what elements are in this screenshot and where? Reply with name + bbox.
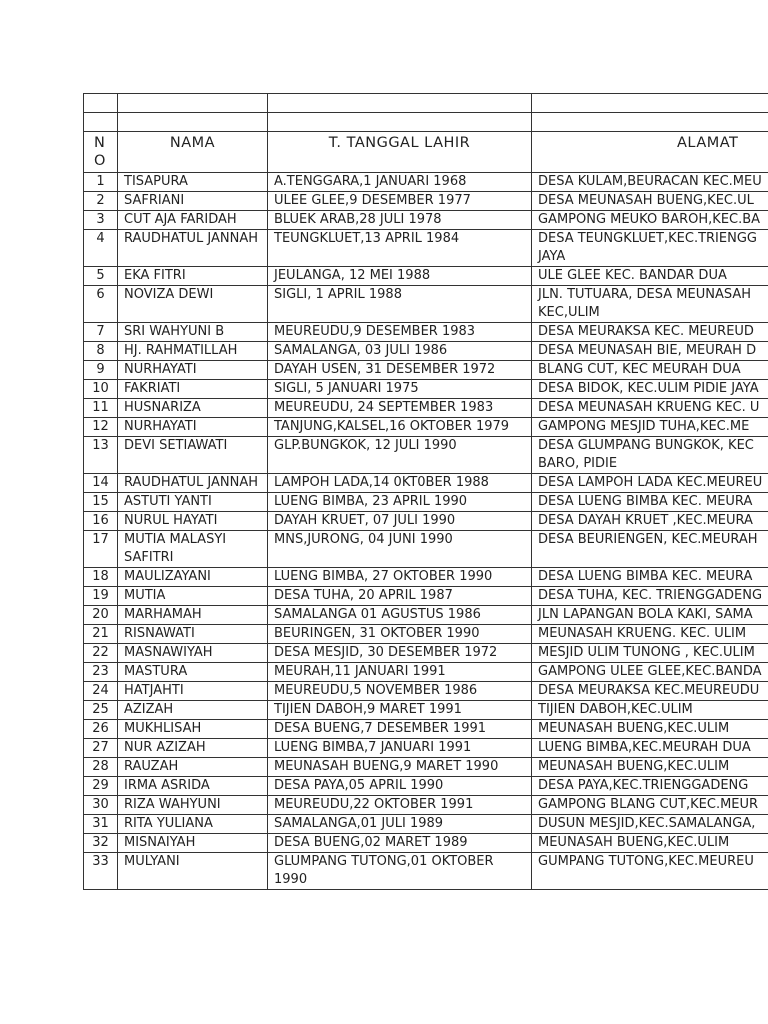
cell-nama: MUTIA (118, 587, 268, 606)
table-row (84, 173, 768, 192)
cell-alamat: TIJIEN DABOH,KEC.ULIM (532, 701, 768, 720)
cell-tanggal-lahir: SIGLI, 5 JANUARI 1975 (268, 380, 532, 399)
cell-alamat: MEUNASAH BUENG,KEC.ULIM (532, 720, 768, 739)
cell-nama: EKA FITRI (118, 267, 268, 286)
cell-tanggal-lahir: LAMPOH LADA,14 0KT0BER 1988 (268, 474, 532, 493)
cell-tanggal-lahir: TIJIEN DABOH,9 MARET 1991 (268, 701, 532, 720)
cell-nama: RISNAWATI (118, 625, 268, 644)
table-row (84, 606, 768, 625)
cell-no: 5 (84, 267, 118, 286)
cell-alamat-line: JAYA (538, 249, 566, 264)
table-row (84, 361, 768, 380)
cell-nama: NURHAYATI (118, 361, 268, 380)
cell-alamat-line: KEC,ULIM (538, 305, 600, 320)
cell-nama: HATJAHTI (118, 682, 268, 701)
table-row (84, 323, 768, 342)
cell-no: 31 (84, 815, 118, 834)
cell-alamat-line: DESA TEUNGKLUET,KEC.TRIENGG (538, 231, 757, 246)
cell-no: 27 (84, 739, 118, 758)
cell-no: 33 (84, 853, 118, 890)
cell-no: 11 (84, 399, 118, 418)
cell-alamat: DESA TUHA, KEC. TRIENGGADENG (532, 587, 768, 606)
table-row (84, 739, 768, 758)
blank-row (84, 94, 768, 113)
cell-alamat: MEUNASAH BUENG,KEC.ULIM (532, 834, 768, 853)
table-body (84, 173, 768, 890)
cell-alamat: MEUNASAH BUENG,KEC.ULIM (532, 758, 768, 777)
cell-nama: RIZA WAHYUNI (118, 796, 268, 815)
cell-nama: MULYANI (118, 853, 268, 890)
cell-tanggal-lahir: TEUNGKLUET,13 APRIL 1984 (268, 230, 532, 267)
cell-nama: MASTURA (118, 663, 268, 682)
cell-tanggal-lahir: MEUREUDU,5 NOVEMBER 1986 (268, 682, 532, 701)
cell-nama: SRI WAHYUNI B (118, 323, 268, 342)
cell-alamat: DESA LUENG BIMBA KEC. MEURA (532, 493, 768, 512)
blank-row (84, 113, 768, 132)
table-cell (532, 113, 768, 132)
cell-nama: HUSNARIZA (118, 399, 268, 418)
header-tanggal-lahir: T. TANGGAL LAHIR (268, 132, 532, 173)
cell-nama: NURHAYATI (118, 418, 268, 437)
table-row (84, 399, 768, 418)
table-cell (532, 94, 768, 113)
cell-alamat: GAMPONG BLANG CUT,KEC.MEUR (532, 796, 768, 815)
table-row (84, 796, 768, 815)
cell-alamat-line: DESA GLUMPANG BUNGKOK, KEC (538, 438, 754, 453)
header-row (84, 132, 768, 173)
cell-no: 29 (84, 777, 118, 796)
cell-no: 26 (84, 720, 118, 739)
table-row (84, 701, 768, 720)
cell-tanggal-lahir: SAMALANGA, 03 JULI 1986 (268, 342, 532, 361)
cell-nama: RAUDHATUL JANNAH (118, 474, 268, 493)
table-row (84, 682, 768, 701)
cell-alamat: GAMPONG MESJID TUHA,KEC.ME (532, 418, 768, 437)
cell-alamat (532, 437, 768, 474)
cell-nama: NOVIZA DEWI (118, 286, 268, 323)
cell-nama: FAKRIATI (118, 380, 268, 399)
cell-tanggal-lahir: MEUNASAH BUENG,9 MARET 1990 (268, 758, 532, 777)
cell-alamat: ULE GLEE KEC. BANDAR DUA (532, 267, 768, 286)
cell-no: 7 (84, 323, 118, 342)
cell-tanggal-lahir: DESA TUHA, 20 APRIL 1987 (268, 587, 532, 606)
cell-alamat-line: BARO, PIDIE (538, 456, 618, 471)
table-row (84, 418, 768, 437)
table-row (84, 853, 768, 890)
table-row (84, 230, 768, 267)
cell-alamat: DESA DAYAH KRUET ,KEC.MEURA (532, 512, 768, 531)
cell-tanggal-lahir: BLUEK ARAB,28 JULI 1978 (268, 211, 532, 230)
cell-tanggal-lahir: MEUREUDU,9 DESEMBER 1983 (268, 323, 532, 342)
cell-no: 32 (84, 834, 118, 853)
header-alamat: ALAMAT (532, 132, 768, 173)
cell-tanggal-lahir: MEURAH,11 JANUARI 1991 (268, 663, 532, 682)
cell-alamat: DESA MEUNASAH BUENG,KEC.UL (532, 192, 768, 211)
table-row (84, 286, 768, 323)
cell-alamat (532, 286, 768, 323)
cell-nama: SAFRIANI (118, 192, 268, 211)
cell-no: 10 (84, 380, 118, 399)
cell-alamat: JLN LAPANGAN BOLA KAKI, SAMA (532, 606, 768, 625)
cell-no: 30 (84, 796, 118, 815)
cell-no: 21 (84, 625, 118, 644)
cell-alamat: GAMPONG MEUKO BAROH,KEC.BA (532, 211, 768, 230)
table-row (84, 834, 768, 853)
cell-tanggal-lahir: BEURINGEN, 31 OKTOBER 1990 (268, 625, 532, 644)
table-cell (84, 113, 118, 132)
cell-no: 13 (84, 437, 118, 474)
cell-no: 4 (84, 230, 118, 267)
cell-tanggal-lahir: JEULANGA, 12 MEI 1988 (268, 267, 532, 286)
data-table (83, 93, 768, 890)
cell-no: 9 (84, 361, 118, 380)
cell-alamat: DESA KULAM,BEURACAN KEC.MEU (532, 173, 768, 192)
table-row (84, 815, 768, 834)
cell-alamat: DESA BIDOK, KEC.ULIM PIDIE JAYA (532, 380, 768, 399)
cell-alamat: MEUNASAH KRUENG. KEC. ULIM (532, 625, 768, 644)
cell-alamat-line: JLN. TUTUARA, DESA MEUNASAH (538, 287, 752, 302)
cell-alamat: GUMPANG TUTONG,KEC.MEUREU (532, 853, 768, 890)
table-row (84, 437, 768, 474)
cell-no: 18 (84, 568, 118, 587)
cell-nama: RAUDHATUL JANNAH (118, 230, 268, 267)
cell-no: 16 (84, 512, 118, 531)
cell-tanggal-lahir: LUENG BIMBA, 23 APRIL 1990 (268, 493, 532, 512)
cell-alamat: DUSUN MESJID,KEC.SAMALANGA, (532, 815, 768, 834)
table-cell (84, 94, 118, 113)
cell-no: 14 (84, 474, 118, 493)
cell-nama: MISNAIYAH (118, 834, 268, 853)
cell-alamat: DESA LAMPOH LADA KEC.MEUREU (532, 474, 768, 493)
table-row (84, 644, 768, 663)
table-cell (268, 94, 532, 113)
cell-alamat: DESA BEURIENGEN, KEC.MEURAH (532, 531, 768, 568)
cell-nama: RAUZAH (118, 758, 268, 777)
header-no: N O (84, 132, 118, 173)
cell-tanggal-lahir: DESA BUENG,7 DESEMBER 1991 (268, 720, 532, 739)
cell-tanggal-lahir: DESA PAYA,05 APRIL 1990 (268, 777, 532, 796)
table-cell (118, 94, 268, 113)
cell-alamat: DESA MEUNASAH BIE, MEURAH D (532, 342, 768, 361)
cell-tanggal-lahir: DESA MESJID, 30 DESEMBER 1972 (268, 644, 532, 663)
cell-no: 1 (84, 173, 118, 192)
cell-no: 19 (84, 587, 118, 606)
cell-tanggal-lahir: MNS,JURONG, 04 JUNI 1990 (268, 531, 532, 568)
cell-no: 2 (84, 192, 118, 211)
cell-alamat: BLANG CUT, KEC MEURAH DUA (532, 361, 768, 380)
cell-tanggal-lahir: SAMALANGA,01 JULI 1989 (268, 815, 532, 834)
cell-nama: CUT AJA FARIDAH (118, 211, 268, 230)
cell-tanggal-lahir: LUENG BIMBA, 27 OKTOBER 1990 (268, 568, 532, 587)
cell-no: 22 (84, 644, 118, 663)
cell-tanggal-lahir: GLUMPANG TUTONG,01 OKTOBER 1990 (268, 853, 532, 890)
cell-nama: RITA YULIANA (118, 815, 268, 834)
data-table-sheet (83, 93, 768, 890)
cell-alamat: DESA LUENG BIMBA KEC. MEURA (532, 568, 768, 587)
cell-nama: NURUL HAYATI (118, 512, 268, 531)
cell-tanggal-lahir: MEUREUDU, 24 SEPTEMBER 1983 (268, 399, 532, 418)
cell-alamat: LUENG BIMBA,KEC.MEURAH DUA (532, 739, 768, 758)
cell-alamat: DESA MEURAKSA KEC.MEUREUDU (532, 682, 768, 701)
cell-nama: NUR AZIZAH (118, 739, 268, 758)
header-nama: NAMA (118, 132, 268, 173)
cell-tanggal-lahir: LUENG BIMBA,7 JANUARI 1991 (268, 739, 532, 758)
cell-tanggal-lahir: DESA BUENG,02 MARET 1989 (268, 834, 532, 853)
cell-alamat: MESJID ULIM TUNONG , KEC.ULIM (532, 644, 768, 663)
cell-alamat: DESA MEURAKSA KEC. MEUREUD (532, 323, 768, 342)
cell-no: 17 (84, 531, 118, 568)
cell-alamat: DESA MEUNASAH KRUENG KEC. U (532, 399, 768, 418)
table-row (84, 758, 768, 777)
cell-alamat: DESA PAYA,KEC.TRIENGGADENG (532, 777, 768, 796)
table-row (84, 587, 768, 606)
cell-tanggal-lahir: GLP.BUNGKOK, 12 JULI 1990 (268, 437, 532, 474)
cell-alamat (532, 230, 768, 267)
cell-no: 25 (84, 701, 118, 720)
table-row (84, 625, 768, 644)
table-cell (268, 113, 532, 132)
cell-nama: MASNAWIYAH (118, 644, 268, 663)
cell-no: 23 (84, 663, 118, 682)
cell-tanggal-lahir: MEUREUDU,22 OKTOBER 1991 (268, 796, 532, 815)
cell-tanggal-lahir: SIGLI, 1 APRIL 1988 (268, 286, 532, 323)
table-row (84, 531, 768, 568)
table-row (84, 663, 768, 682)
cell-no: 20 (84, 606, 118, 625)
cell-nama: ASTUTI YANTI (118, 493, 268, 512)
cell-nama: MUKHLISAH (118, 720, 268, 739)
table-row (84, 777, 768, 796)
table-row (84, 380, 768, 399)
cell-tanggal-lahir: DAYAH USEN, 31 DESEMBER 1972 (268, 361, 532, 380)
cell-tanggal-lahir: SAMALANGA 01 AGUSTUS 1986 (268, 606, 532, 625)
cell-nama: MARHAMAH (118, 606, 268, 625)
cell-alamat: GAMPONG ULEE GLEE,KEC.BANDA (532, 663, 768, 682)
table-row (84, 512, 768, 531)
cell-no: 24 (84, 682, 118, 701)
cell-nama: AZIZAH (118, 701, 268, 720)
table-row (84, 720, 768, 739)
cell-no: 3 (84, 211, 118, 230)
table-row (84, 192, 768, 211)
table-row (84, 211, 768, 230)
cell-nama: DEVI SETIAWATI (118, 437, 268, 474)
table-cell (118, 113, 268, 132)
cell-tanggal-lahir: A.TENGGARA,1 JANUARI 1968 (268, 173, 532, 192)
cell-nama: MUTIA MALASYI SAFITRI (118, 531, 268, 568)
cell-no: 6 (84, 286, 118, 323)
cell-no: 28 (84, 758, 118, 777)
table-row (84, 342, 768, 361)
cell-nama: TISAPURA (118, 173, 268, 192)
cell-tanggal-lahir: TANJUNG,KALSEL,16 OKTOBER 1979 (268, 418, 532, 437)
cell-no: 8 (84, 342, 118, 361)
table-row (84, 267, 768, 286)
cell-nama: HJ. RAHMATILLAH (118, 342, 268, 361)
table-row (84, 474, 768, 493)
cell-nama: MAULIZAYANI (118, 568, 268, 587)
cell-nama: IRMA ASRIDA (118, 777, 268, 796)
table-row (84, 568, 768, 587)
cell-tanggal-lahir: ULEE GLEE,9 DESEMBER 1977 (268, 192, 532, 211)
table-row (84, 493, 768, 512)
cell-tanggal-lahir: DAYAH KRUET, 07 JULI 1990 (268, 512, 532, 531)
cell-no: 12 (84, 418, 118, 437)
cell-no: 15 (84, 493, 118, 512)
